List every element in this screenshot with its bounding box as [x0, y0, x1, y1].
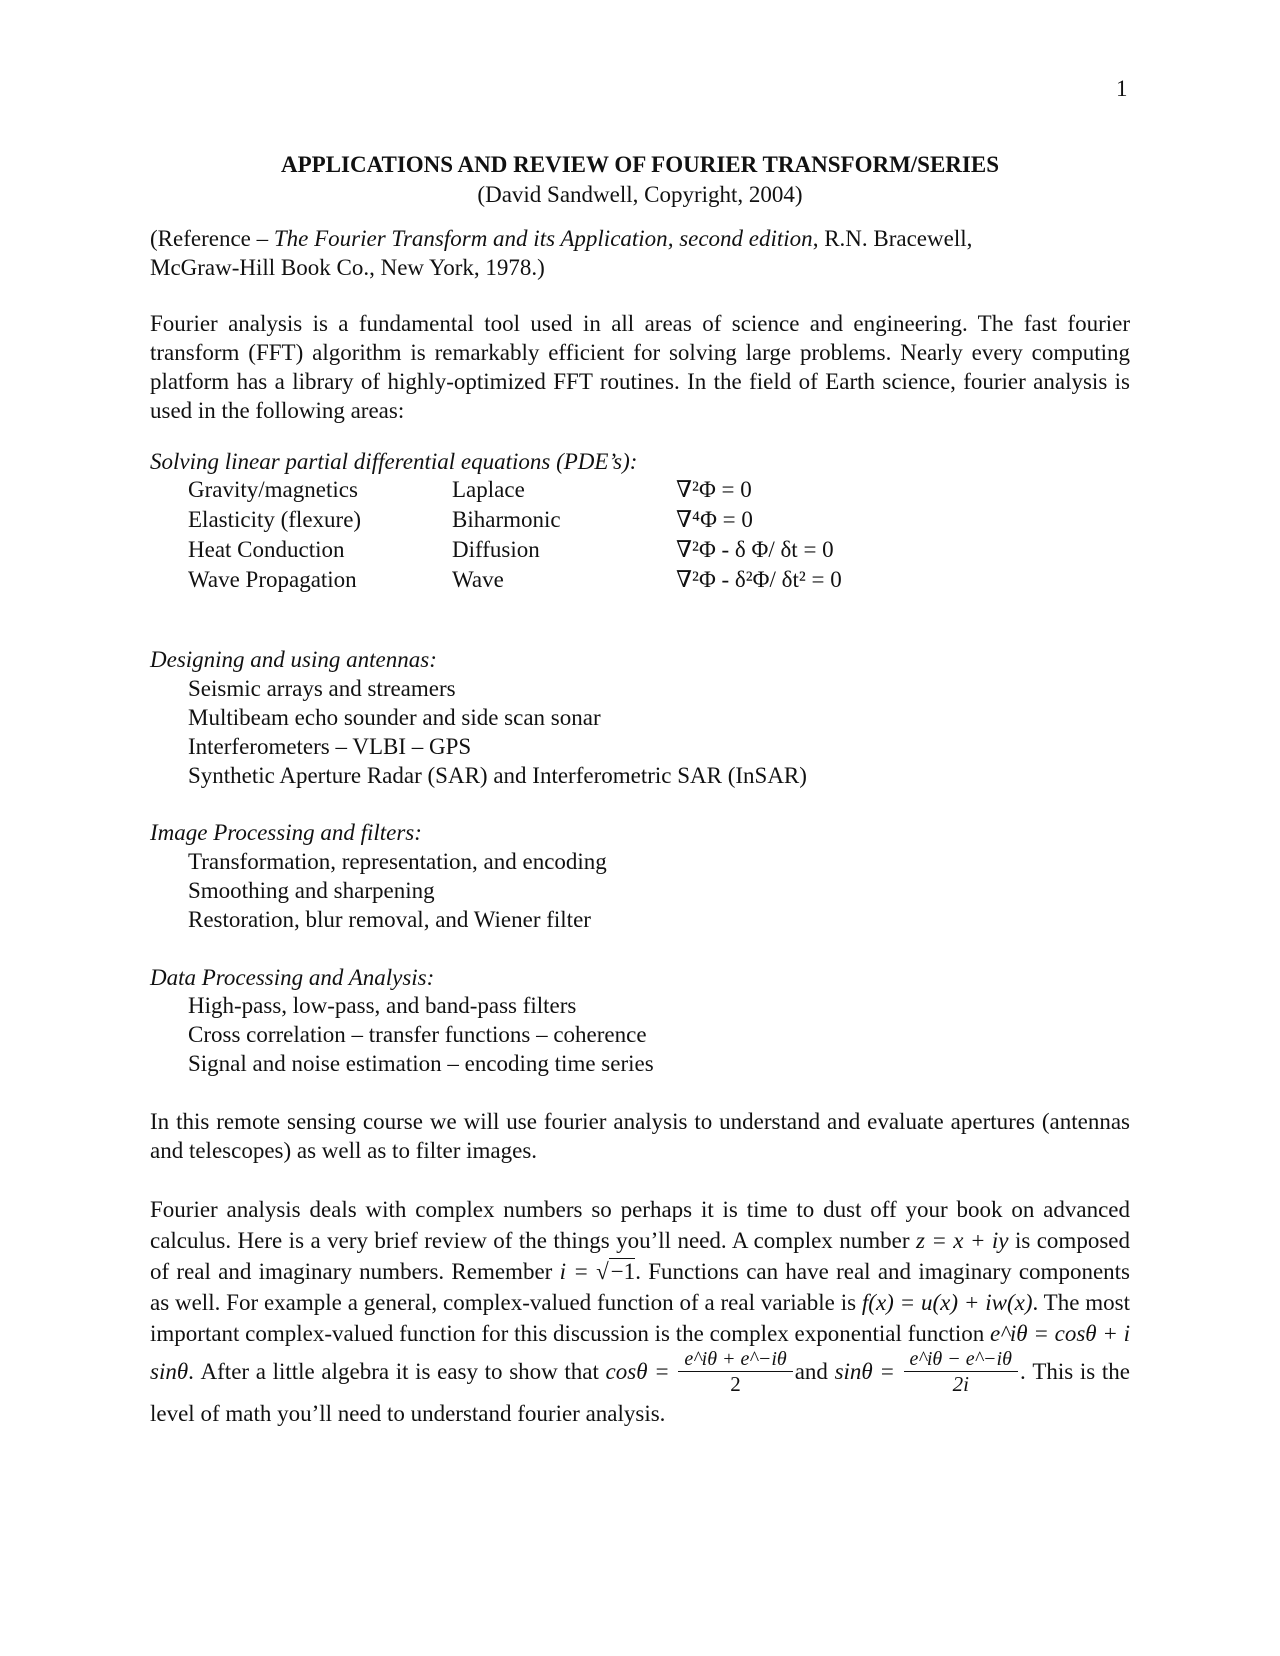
sin-numerator: e^iθ − e^−iθ: [904, 1347, 1018, 1372]
complex-numbers-paragraph: [150, 1194, 1130, 1429]
reference-author: , R.N. Bracewell,: [812, 226, 973, 251]
list-item: High-pass, low-pass, and band-pass filters: [188, 993, 577, 1018]
reference-line-1: [150, 224, 1130, 253]
list-item: Cross correlation – transfer functions – coherence: [188, 1022, 647, 1047]
data-list: [188, 991, 654, 1078]
equation-z: z = x + iy: [915, 1228, 1009, 1253]
list-item: Interferometers – VLBI – GPS: [188, 734, 472, 759]
pde-formula: ∇²Φ - δ²Φ/ δt² = 0: [676, 567, 842, 592]
image-list: [188, 847, 607, 934]
sqrt-radicand: −1: [610, 1259, 636, 1284]
pde-equation-name: Laplace: [452, 477, 525, 502]
reference-edition: , second edition: [667, 226, 813, 251]
pde-formula: ∇²Φ = 0: [676, 477, 752, 502]
cos-numerator: e^iθ + e^−iθ: [678, 1347, 792, 1372]
text-run: . After a little algebra it is easy to show that: [188, 1358, 606, 1384]
pde-equation-name: Diffusion: [452, 537, 540, 562]
sqrt-sign: √: [596, 1259, 609, 1284]
reference-line-2: McGraw-Hill Book Co., New York, 1978.): [150, 255, 545, 280]
antennas-heading: Designing and using antennas:: [150, 647, 437, 672]
cos-denominator: 2: [730, 1372, 741, 1396]
sin-fraction: [904, 1347, 1018, 1396]
list-item: Seismic arrays and streamers: [188, 676, 456, 701]
data-heading: Data Processing and Analysis:: [150, 965, 435, 990]
page-number: 1: [1116, 76, 1128, 101]
title-block: [150, 150, 1130, 210]
cos-fraction: [678, 1347, 792, 1396]
pde-heading: Solving linear partial differential equations (PDE’s):: [150, 449, 638, 474]
reference-book-title: The Fourier Transform and its Application: [273, 226, 668, 251]
pde-formula: ∇⁴Φ = 0: [676, 507, 753, 532]
equation-euler: e^iθ = cosθ + i sinθ: [150, 1321, 1130, 1384]
text-run: . This is the level of math you’ll need to understand fourier analysis.: [150, 1358, 1130, 1426]
list-item: Smoothing and sharpening: [188, 878, 435, 903]
pde-field: Gravity/magnetics: [188, 477, 358, 502]
list-item: Synthetic Aperture Radar (SAR) and Interferometric SAR (InSAR): [188, 763, 807, 788]
text-run: is composed of real and imaginary numbers. Remember: [150, 1228, 1130, 1284]
reference-prefix: (Reference –: [150, 226, 274, 251]
pde-field: Elasticity (flexure): [188, 507, 362, 532]
sin-denominator: 2i: [952, 1372, 969, 1396]
document-title: APPLICATIONS AND REVIEW OF FOURIER TRANSFORM/SERIES: [280, 152, 999, 177]
pde-formula: ∇²Φ - δ Φ/ δt = 0: [676, 537, 834, 562]
text-run: . The most important complex-valued function for this discussion is the complex exponential function: [150, 1290, 1130, 1346]
image-heading: Image Processing and filters:: [150, 820, 422, 845]
text-run: Fourier analysis deals with complex numbers so perhaps it is time to dust off your book on advanced calculus. Here is a very brief review of the things you’ll need. A complex number: [150, 1197, 1130, 1253]
text-run: . Functions can have real and imaginary components as well. For example a general, complex-valued function of a real variable is: [150, 1259, 1130, 1315]
list-item: Multibeam echo sounder and side scan sonar: [188, 705, 601, 730]
document-subtitle: (David Sandwell, Copyright, 2004): [477, 182, 803, 207]
intro-text: Fourier analysis is a fundamental tool used in all areas of science and engineering. The fast fourier transform (FFT) algorithm is remarkably efficient for solving large problems. Nearly every computing platform has a library of highly-optimized FFT routines. In the field of Earth science, fourier analysis is used in the following areas:: [150, 311, 1130, 423]
equation-sin-lhs: sinθ =: [834, 1358, 902, 1384]
remote-sensing-paragraph: [150, 1107, 1130, 1165]
list-item: Transformation, representation, and encoding: [188, 849, 607, 874]
antennas-list: [188, 674, 807, 790]
pde-equation-name: Wave: [452, 567, 504, 592]
pde-field: Wave Propagation: [188, 567, 357, 592]
intro-paragraph: [150, 309, 1130, 425]
pde-equation-name: Biharmonic: [452, 507, 561, 532]
equation-f: f(x) = u(x) + iw(x): [861, 1290, 1033, 1315]
list-item: Signal and noise estimation – encoding time series: [188, 1051, 654, 1076]
complex-text: [150, 1194, 1130, 1429]
equation-i: i =: [559, 1259, 597, 1284]
text-run: and: [794, 1358, 835, 1384]
list-item: Restoration, blur removal, and Wiener filter: [188, 907, 591, 932]
pde-field: Heat Conduction: [188, 537, 345, 562]
equation-cos-lhs: cosθ =: [605, 1358, 677, 1384]
remote-text: In this remote sensing course we will use fourier analysis to understand and evaluate apertures (antennas and telescopes) as well as to filter images.: [150, 1109, 1130, 1163]
reference-paragraph: [150, 224, 1130, 282]
